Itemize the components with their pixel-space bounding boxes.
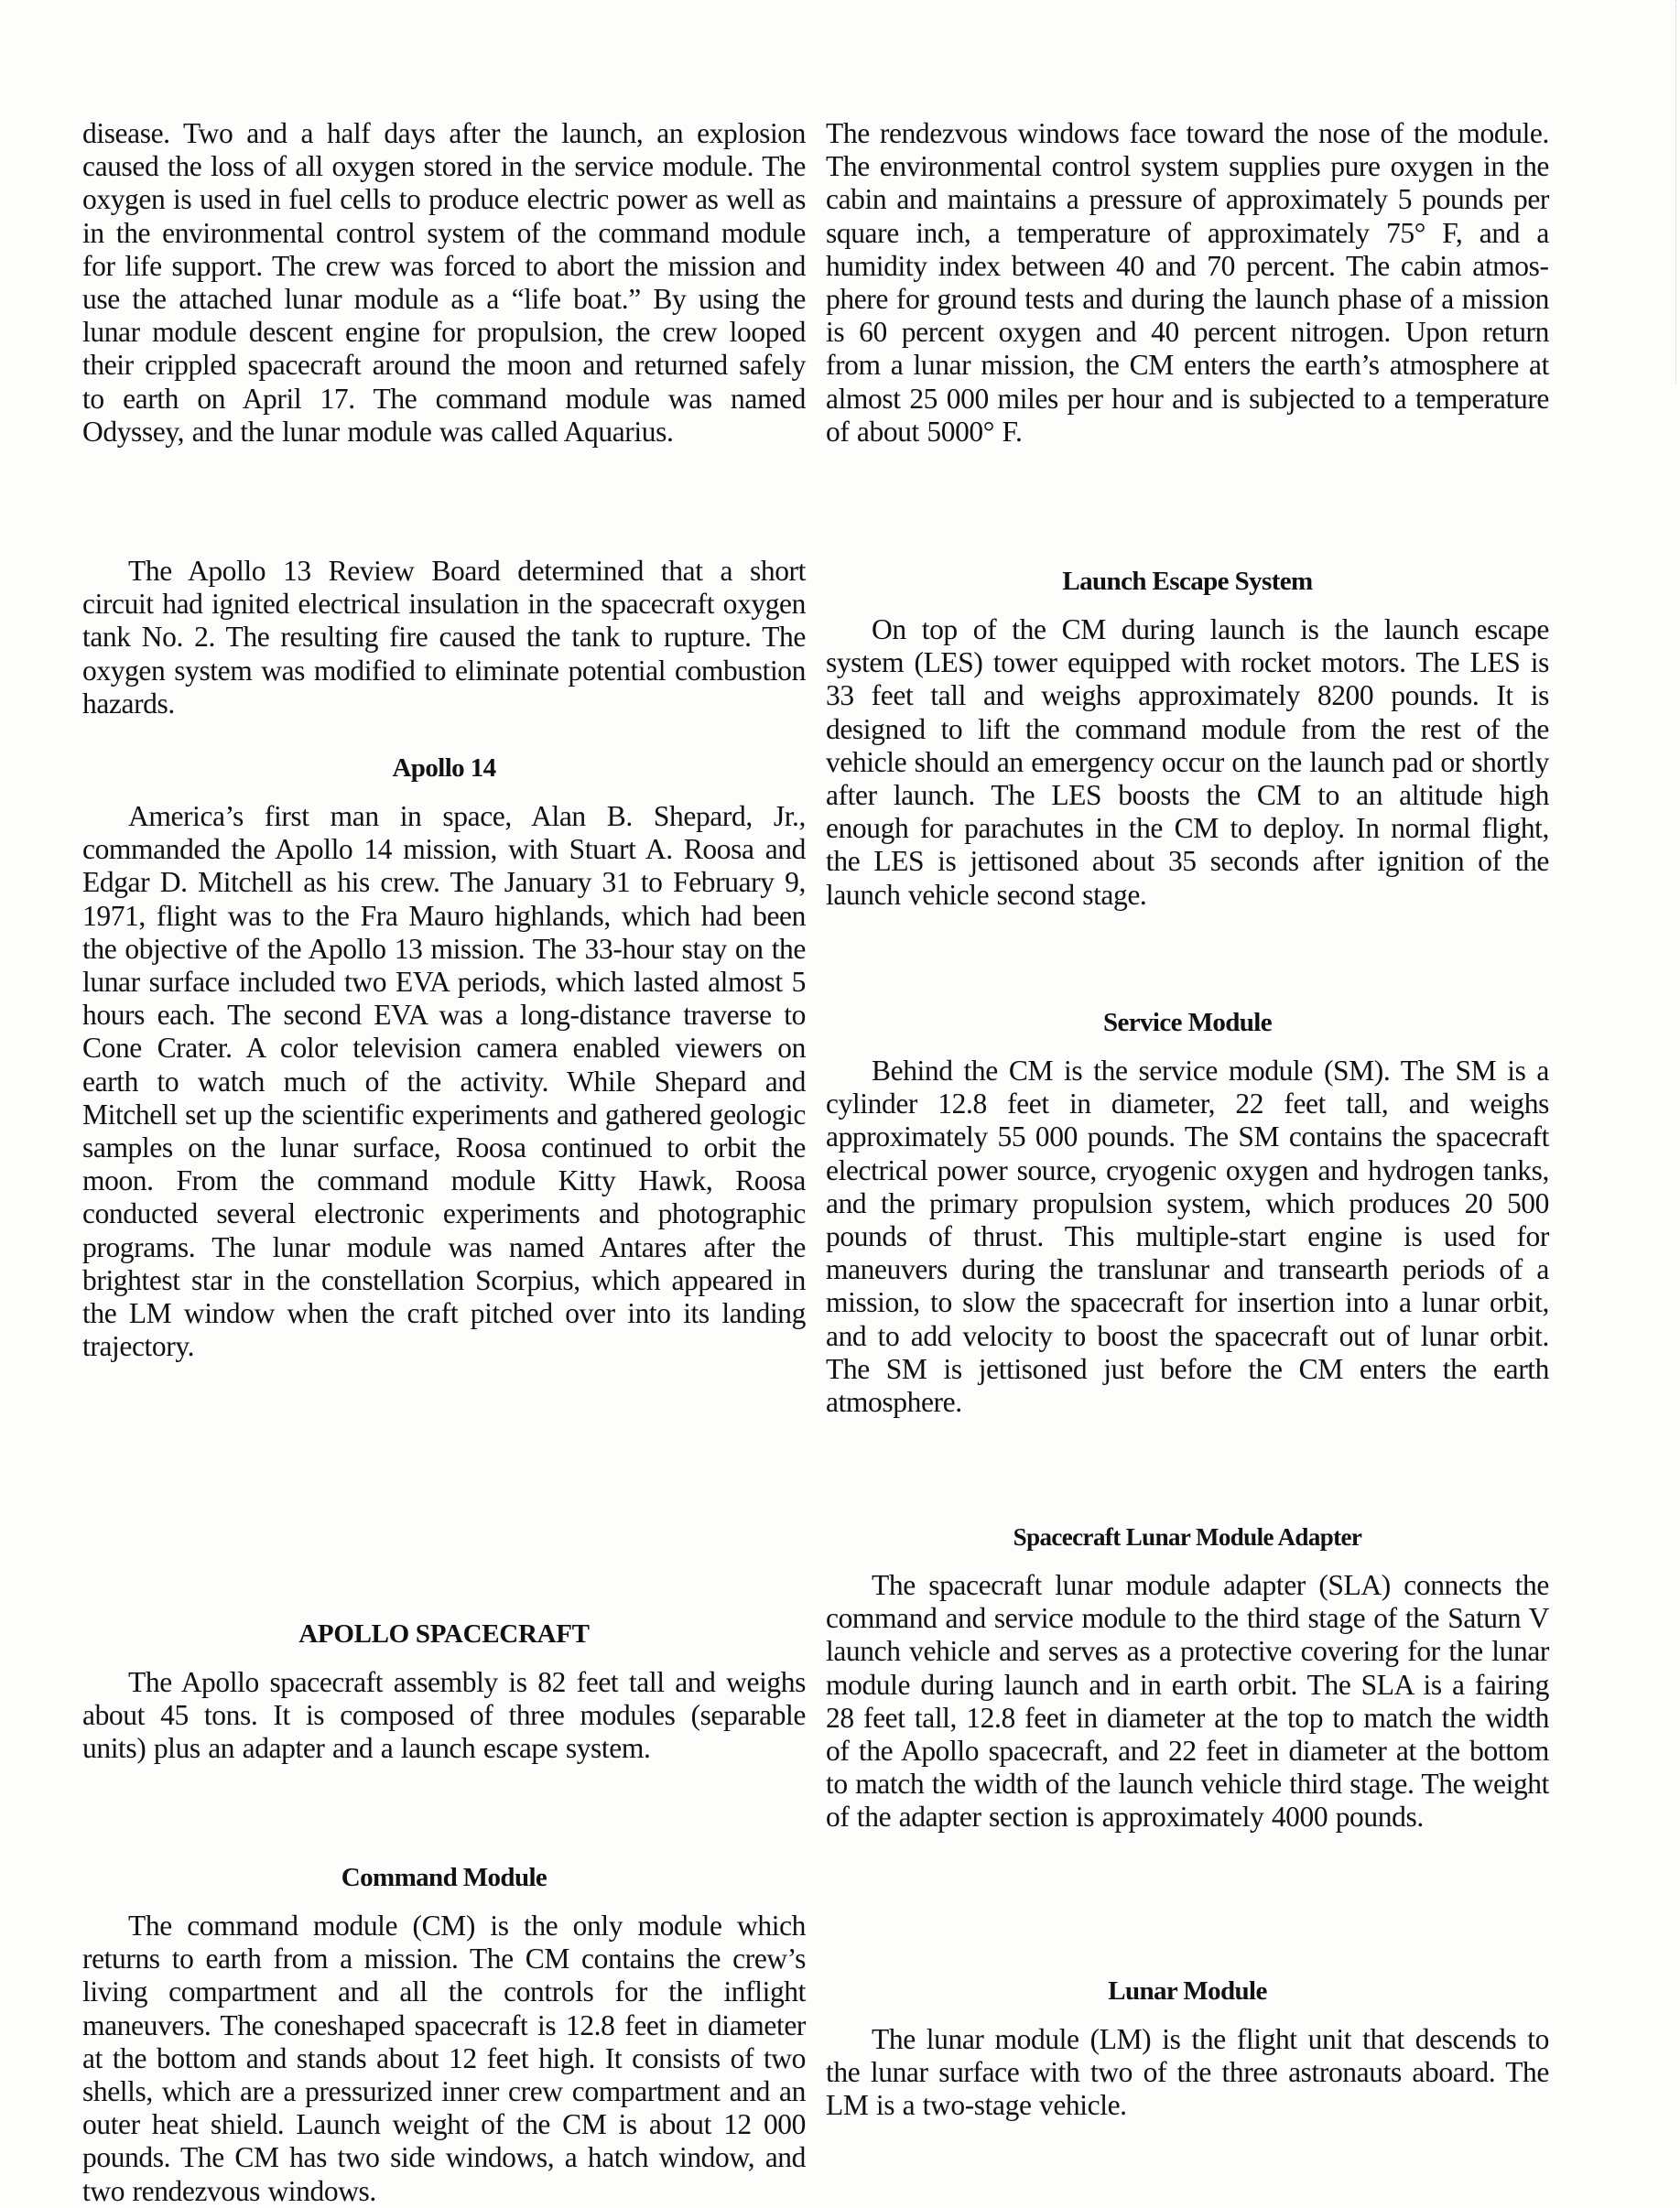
apollo14-paragraph: America’s first man in space, Alan B. Shepard, Jr., commanded the Apollo 14 mission, with Stuart A. Roosa and Edgar D. Mitchell as his crew. The January 31 to February 9, 1971, flight was to the Fra Mauro highlands, which had been the objective of the Apollo 13 mission. The 33-hour stay on the lunar surface included two EVA periods, which lasted almost 5 hours each. The second EVA was a long-distance traverse to Cone Crater. A color television camera enabled viewers on earth to watch much of the activity. While Shepard and Mitchell set up the scientific experiments and gathered geologic samples on the lunar surface, Roosa continued to orbit the moon. From the command module Kitty Hawk, Roosa conducted several electronic experiments and photographic programs. The lunar module was named Antares after the brightest star in the constellation Scorpius, which appeared in the LM window when the craft pitched over into its landing trajectory. <box>82 800 806 1363</box>
launch-escape-system-paragraph: On top of the CM during launch is the launch escape system (LES) tower equipped with rocket motors. The LES is 33 feet tall and weighs approximately 8200 pounds. It is designed to lift the command module from the rest of the vehicle should an emergency occur on the launch pad or shortly after launch. The LES boosts the CM to an altitude high enough for parachutes in the CM to deploy. In normal flight, the LES is jettisoned about 35 seconds after ignition of the launch vehicle second stage. <box>826 613 1549 911</box>
review-board-paragraph: The Apollo 13 Review Board determined that a short circuit had ignited electrical insulation in the spacecraft oxygen tank No. 2. The resulting fire caused the tank to rupture. The oxygen system was modified to eliminate potential combustion hazards. <box>82 555 806 720</box>
service-module-heading: Service Module <box>1102 1008 1273 1037</box>
apollo13-continuation-paragraph: disease. Two and a half days after the launch, an explosion caused the loss of all oxygen stored in the service module. The oxygen is used in fuel cells to produce electric power as well as in the environmental control system of the command module for life support. The crew was forced to abort the mission and use the attached lunar module as a “life boat.” By using the lunar module descent engine for propulsion, the crew looped their crippled spacecraft around the moon and returned safely to earth on April 17. The command module was named Odyssey, and the lunar module was called Aquarius. <box>82 117 806 448</box>
command-module-continuation-paragraph: The rendezvous windows face toward the nose of the module. The environmental control system supplies pure oxygen in the cabin and maintains a pressure of approximately 5 pounds per square inch, a temperature of approximately 75° F, and a humidity index between 40 and 70 percent. The cabin atmosphere for ground tests and during the launch phase of a mission is 60 percent oxygen and 40 percent nitrogen. Upon return from a lunar mission, the CM enters the earth’s atmosphere at almost 25 000 miles per hour and is subjected to a temperature of about 5000° F. <box>826 117 1549 448</box>
command-module-heading: Command Module <box>341 1863 547 1892</box>
review-board-block <box>82 555 806 720</box>
apollo14-section <box>82 752 806 1363</box>
command-module-paragraph: The command module (CM) is the only module which returns to earth from a mission. The CM contains the crew’s living compartment and all the controls for the inflight maneuvers. The coneshaped spacecraft is 12.8 feet in diameter at the bottom and stands about 12 feet high. It consists of two shells, which are a pressurized inner crew compartment and an outer heat shield. Launch weight of the CM is about 12 000 pounds. The CM has two side windows, a hatch window, and two rendezvous windows. <box>82 1910 806 2207</box>
service-module-paragraph: Behind the CM is the service module (SM). The SM is a cylinder 12.8 feet in diameter, 22 feet tall, and weighs approximately 55 000 pounds. The SM contains the spacecraft electrical power source, cryogenic oxygen and hydrogen tanks, and the primary propulsion system, which produces 20 500 pounds of thrust. This multiple-start engine is used for maneuvers during the translunar and transearth periods of a mission, to slow the spacecraft for insertion into a lunar orbit, and to add velocity to boost the spacecraft out of lunar orbit. The SM is jettisoned just before the CM enters the earth atmosphere. <box>826 1055 1549 1419</box>
apollo-spacecraft-paragraph: The Apollo spacecraft assembly is 82 feet tall and weighs about 45 tons. It is composed of three modules (separable units) plus an adapter and a launch escape system. <box>82 1666 806 1765</box>
lunar-module-heading: Lunar Module <box>1108 1976 1267 2006</box>
apollo-spacecraft-section <box>82 1618 806 1766</box>
sla-section <box>826 1521 1549 1835</box>
sla-paragraph: The spacecraft lunar module adapter (SLA) connects the command and service module to the third stage of the Saturn V launch vehicle and serves as a protective covering for the lunar module during launch and in earth orbit. The SLA is a fairing 28 feet tall, 12.8 feet in diameter at the top to match the width of the Apollo spacecraft, and 22 feet in diameter at the bottom to match the width of the launch vehicle third stage. The weight of the adapter section is approximately 4000 pounds. <box>826 1569 1549 1834</box>
lunar-module-section <box>826 1975 1549 2123</box>
command-module-continuation-block <box>826 117 1549 449</box>
apollo-spacecraft-heading: APOLLO SPACECRAFT <box>298 1619 590 1649</box>
sla-heading: Spacecraft Lunar Module Adapter <box>1013 1523 1362 1551</box>
lunar-module-paragraph: The lunar module (LM) is the flight unit that descends to the lunar surface with two of the three astronauts aboard. The LM is a two-stage vehicle. <box>826 2023 1549 2122</box>
launch-escape-system-heading: Launch Escape System <box>1062 567 1313 596</box>
service-module-section <box>826 1007 1549 1419</box>
apollo13-continuation-block <box>82 117 806 449</box>
apollo14-heading: Apollo 14 <box>392 753 496 783</box>
command-module-section <box>82 1862 806 2208</box>
launch-escape-system-section <box>826 566 1549 912</box>
scan-edge-marks <box>1670 0 1676 384</box>
